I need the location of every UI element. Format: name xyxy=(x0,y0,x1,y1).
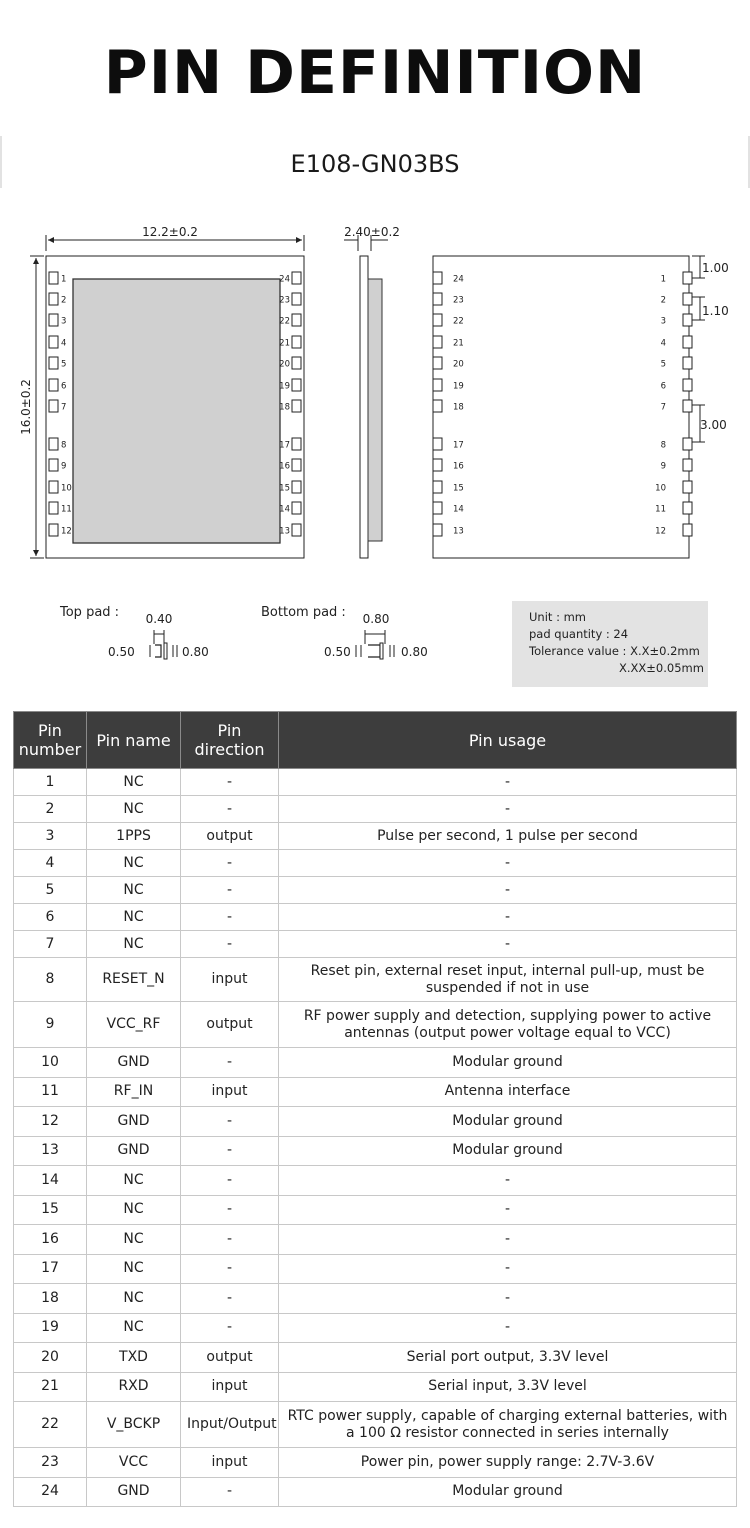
top-view-pin-label: 4 xyxy=(61,338,67,349)
cell-pin-name: RXD xyxy=(87,1372,181,1402)
cell-pin-usage: Modular ground xyxy=(279,1048,737,1078)
model-name: E108-GN03BS xyxy=(290,150,460,178)
table-row xyxy=(14,1372,737,1402)
top-view-pad xyxy=(292,481,301,493)
top-view-pad xyxy=(49,272,58,284)
cell-pin-number: 18 xyxy=(14,1284,87,1314)
pitch-label-3: 3.00 xyxy=(700,418,727,432)
top-view-pin-label: 2 xyxy=(61,295,67,306)
table-row xyxy=(14,1166,737,1196)
top-pad-width: 0.40 xyxy=(145,612,173,626)
cell-pin-number: 16 xyxy=(14,1225,87,1255)
cell-pin-direction: input xyxy=(181,1077,279,1107)
bottom-view-pin-label: 2 xyxy=(660,295,666,306)
top-view-pin-label: 9 xyxy=(61,461,67,472)
top-view-pad xyxy=(292,272,301,284)
cell-pin-usage: RTC power supply, capable of charging external batteries, with a 100 Ω resistor connected in series internally xyxy=(279,1402,737,1448)
table-row xyxy=(14,1002,737,1048)
bottom-view-pin-label: 12 xyxy=(655,526,666,537)
table-row xyxy=(14,1195,737,1225)
top-view-pin-label: 12 xyxy=(61,526,72,537)
pitch-label-1: 1.00 xyxy=(702,261,729,275)
cell-pin-number: 7 xyxy=(14,931,87,958)
bottom-view-pin-label: 4 xyxy=(660,338,666,349)
cell-pin-number: 12 xyxy=(14,1107,87,1137)
page-title: PIN DEFINITION xyxy=(103,38,647,108)
cell-pin-number: 1 xyxy=(14,769,87,796)
table-row xyxy=(14,1343,737,1373)
cell-pin-number: 3 xyxy=(14,823,87,850)
bottom-view-pin-label: 3 xyxy=(660,316,666,327)
top-view-pin-label: 15 xyxy=(279,483,290,494)
header-pin-direction: Pin direction xyxy=(181,712,279,769)
bottom-view-pin-label: 24 xyxy=(453,274,464,285)
header-pin-usage: Pin usage xyxy=(279,712,737,769)
top-view-pin-label: 23 xyxy=(279,295,290,306)
top-pad-label: Top pad : xyxy=(60,605,120,620)
cell-pin-number: 21 xyxy=(14,1372,87,1402)
top-view-pad xyxy=(49,524,58,536)
top-view-pad xyxy=(49,481,58,493)
cell-pin-usage: Serial port output, 3.3V level xyxy=(279,1343,737,1373)
top-view-pad xyxy=(49,438,58,450)
cell-pin-usage: - xyxy=(279,1254,737,1284)
cell-pin-direction: output xyxy=(181,1343,279,1373)
bottom-view-pin-label: 8 xyxy=(660,440,666,451)
cell-pin-direction: - xyxy=(181,1477,279,1507)
bottom-view-pad xyxy=(683,293,692,305)
table-row xyxy=(14,1048,737,1078)
top-pad-left: 0.50 xyxy=(108,645,135,659)
cell-pin-usage: Reset pin, external reset input, internal pull-up, must be suspended if not in use xyxy=(279,958,737,1002)
bottom-view-pad xyxy=(683,400,692,412)
cell-pin-number: 24 xyxy=(14,1477,87,1507)
bottom-view-pad xyxy=(433,336,442,348)
pitch-label-2: 1.10 xyxy=(702,304,729,318)
cell-pin-usage: - xyxy=(279,1166,737,1196)
cell-pin-name: VCC_RF xyxy=(87,1002,181,1048)
top-view-pad xyxy=(49,502,58,514)
cell-pin-direction: - xyxy=(181,1284,279,1314)
cell-pin-number: 2 xyxy=(14,796,87,823)
bottom-view-pin-label: 17 xyxy=(453,440,464,451)
cell-pin-name: NC xyxy=(87,1284,181,1314)
cell-pin-usage: - xyxy=(279,1313,737,1343)
cell-pin-usage: - xyxy=(279,1284,737,1314)
cell-pin-usage: - xyxy=(279,931,737,958)
cell-pin-name: NC xyxy=(87,1254,181,1284)
pin-table-header xyxy=(14,712,737,769)
cell-pin-direction: - xyxy=(181,931,279,958)
cell-pin-name: RF_IN xyxy=(87,1077,181,1107)
cell-pin-name: GND xyxy=(87,1048,181,1078)
top-view-pin-label: 7 xyxy=(61,402,67,413)
bottom-view-pad xyxy=(683,459,692,471)
table-row xyxy=(14,1107,737,1137)
cell-pin-direction: input xyxy=(181,958,279,1002)
bottom-view-pad xyxy=(683,438,692,450)
bottom-pad-left: 0.50 xyxy=(324,645,351,659)
header-pin-name: Pin name xyxy=(87,712,181,769)
bottom-view-pad xyxy=(683,379,692,391)
cell-pin-number: 19 xyxy=(14,1313,87,1343)
cell-pin-number: 13 xyxy=(14,1136,87,1166)
bottom-view-pad xyxy=(433,272,442,284)
top-view-pin-label: 21 xyxy=(279,338,290,349)
cell-pin-number: 14 xyxy=(14,1166,87,1196)
top-view-pin-label: 13 xyxy=(279,526,290,537)
top-view-pad xyxy=(292,438,301,450)
top-view-pad xyxy=(49,293,58,305)
cell-pin-name: GND xyxy=(87,1136,181,1166)
bottom-view-pad xyxy=(683,524,692,536)
table-row xyxy=(14,1448,737,1478)
bottom-view-pad xyxy=(683,357,692,369)
bottom-view-pad xyxy=(433,314,442,326)
cell-pin-direction: - xyxy=(181,769,279,796)
top-view-pad xyxy=(49,336,58,348)
cell-pin-number: 15 xyxy=(14,1195,87,1225)
cell-pin-number: 20 xyxy=(14,1343,87,1373)
cell-pin-name: V_BCKP xyxy=(87,1402,181,1448)
table-row xyxy=(14,850,737,877)
cell-pin-direction: output xyxy=(181,1002,279,1048)
cell-pin-usage: Modular ground xyxy=(279,1136,737,1166)
table-row xyxy=(14,1402,737,1448)
cell-pin-usage: - xyxy=(279,850,737,877)
unit-info-box xyxy=(512,601,708,687)
bottom-pad-width: 0.80 xyxy=(362,612,390,626)
bottom-view-pin-label: 19 xyxy=(453,381,464,392)
cell-pin-name: RESET_N xyxy=(87,958,181,1002)
bottom-pad-label: Bottom pad : xyxy=(261,605,346,620)
cell-pin-number: 22 xyxy=(14,1402,87,1448)
cell-pin-usage: - xyxy=(279,877,737,904)
bottom-view-pin-label: 1 xyxy=(660,274,666,285)
cell-pin-number: 17 xyxy=(14,1254,87,1284)
top-pad-right: 0.80 xyxy=(182,645,209,659)
cell-pin-usage: - xyxy=(279,796,737,823)
bottom-view-pin-label: 7 xyxy=(660,402,666,413)
cell-pin-usage: Modular ground xyxy=(279,1107,737,1137)
top-view-pin-label: 14 xyxy=(279,504,290,515)
bottom-view-pin-label: 6 xyxy=(660,381,666,392)
bottom-view-pad xyxy=(433,502,442,514)
bottom-view-pin-label: 9 xyxy=(660,461,666,472)
top-view-pad xyxy=(292,314,301,326)
bottom-view-pad xyxy=(433,400,442,412)
top-view-pin-label: 8 xyxy=(61,440,67,451)
bottom-view-pad xyxy=(683,272,692,284)
top-view-pad xyxy=(292,524,301,536)
cell-pin-name: 1PPS xyxy=(87,823,181,850)
top-view-pad xyxy=(49,357,58,369)
top-view-pad xyxy=(292,459,301,471)
cell-pin-usage: Power pin, power supply range: 2.7V-3.6V xyxy=(279,1448,737,1478)
cell-pin-usage: RF power supply and detection, supplying power to active antennas (output power voltage equal to VCC) xyxy=(279,1002,737,1048)
top-view-pin-label: 3 xyxy=(61,316,67,327)
cell-pin-direction: - xyxy=(181,904,279,931)
top-view-pad xyxy=(49,379,58,391)
table-row xyxy=(14,1477,737,1507)
top-view-pin-label: 20 xyxy=(279,359,290,370)
top-view-pin-label: 6 xyxy=(61,381,67,392)
cell-pin-name: NC xyxy=(87,769,181,796)
cell-pin-direction: - xyxy=(181,1166,279,1196)
bottom-view-pin-label: 13 xyxy=(453,526,464,537)
cell-pin-usage: Serial input, 3.3V level xyxy=(279,1372,737,1402)
top-view-pad xyxy=(292,502,301,514)
bottom-view-pad xyxy=(433,459,442,471)
cell-pin-name: NC xyxy=(87,904,181,931)
cell-pin-name: NC xyxy=(87,1195,181,1225)
bottom-view-pin-label: 21 xyxy=(453,338,464,349)
width-dimension: 12.2±0.2 xyxy=(142,225,198,239)
bottom-view-pad xyxy=(683,481,692,493)
cell-pin-name: NC xyxy=(87,1166,181,1196)
cell-pin-usage: - xyxy=(279,1225,737,1255)
cell-pin-direction: - xyxy=(181,1048,279,1078)
bottom-view-pin-label: 18 xyxy=(453,402,464,413)
cell-pin-direction: - xyxy=(181,850,279,877)
top-view-pad xyxy=(292,400,301,412)
top-view-pad xyxy=(292,293,301,305)
cell-pin-number: 9 xyxy=(14,1002,87,1048)
table-row xyxy=(14,1225,737,1255)
bottom-view-pin-label: 22 xyxy=(453,316,464,327)
bottom-view-pad xyxy=(683,502,692,514)
cell-pin-number: 10 xyxy=(14,1048,87,1078)
top-view-pin-label: 5 xyxy=(61,359,67,370)
cell-pin-direction: - xyxy=(181,877,279,904)
table-row xyxy=(14,1254,737,1284)
cell-pin-direction: input xyxy=(181,1372,279,1402)
bottom-pad-drawing xyxy=(320,608,435,664)
top-pad-drawing xyxy=(105,608,220,664)
top-view-pin-label: 10 xyxy=(61,483,72,494)
top-view-pin-label: 18 xyxy=(279,402,290,413)
cell-pin-direction: - xyxy=(181,796,279,823)
bottom-view-pin-label: 23 xyxy=(453,295,464,306)
cell-pin-name: NC xyxy=(87,877,181,904)
cell-pin-usage: - xyxy=(279,1195,737,1225)
cell-pin-usage: Antenna interface xyxy=(279,1077,737,1107)
bottom-view-pin-label: 14 xyxy=(453,504,464,515)
bottom-view-pad xyxy=(433,438,442,450)
table-row xyxy=(14,1284,737,1314)
top-view-pad xyxy=(49,400,58,412)
table-row xyxy=(14,931,737,958)
bottom-view-pin-label: 16 xyxy=(453,461,464,472)
bottom-view-pad xyxy=(433,524,442,536)
cell-pin-name: GND xyxy=(87,1107,181,1137)
bottom-pad-right: 0.80 xyxy=(401,645,428,659)
unit-text: Unit : mm xyxy=(529,610,587,624)
cell-pin-direction: output xyxy=(181,823,279,850)
table-row xyxy=(14,958,737,1002)
cell-pin-name: GND xyxy=(87,1477,181,1507)
cell-pin-direction: Input/Output xyxy=(181,1402,279,1448)
cell-pin-name: VCC xyxy=(87,1448,181,1478)
cell-pin-usage: - xyxy=(279,769,737,796)
cell-pin-usage: - xyxy=(279,904,737,931)
bottom-view-pad xyxy=(683,314,692,326)
cell-pin-direction: - xyxy=(181,1313,279,1343)
cell-pin-usage: Modular ground xyxy=(279,1477,737,1507)
top-view-pin-label: 16 xyxy=(279,461,290,472)
top-view-pin-label: 24 xyxy=(279,274,290,285)
table-row xyxy=(14,769,737,796)
header-pin-number: Pin number xyxy=(14,712,87,769)
top-view-pin-label: 11 xyxy=(61,504,72,515)
table-row xyxy=(14,823,737,850)
cell-pin-direction: - xyxy=(181,1136,279,1166)
tolerance-text-2: X.XX±0.05mm xyxy=(619,661,704,675)
top-view-pad xyxy=(49,459,58,471)
cell-pin-number: 11 xyxy=(14,1077,87,1107)
table-row xyxy=(14,1136,737,1166)
cell-pin-name: NC xyxy=(87,931,181,958)
cell-pin-number: 8 xyxy=(14,958,87,1002)
top-view-pad xyxy=(292,357,301,369)
cell-pin-number: 23 xyxy=(14,1448,87,1478)
cell-pin-number: 6 xyxy=(14,904,87,931)
cell-pin-name: NC xyxy=(87,1225,181,1255)
cell-pin-name: NC xyxy=(87,796,181,823)
top-view-pad xyxy=(292,336,301,348)
cell-pin-number: 5 xyxy=(14,877,87,904)
top-view-pad xyxy=(49,314,58,326)
cell-pin-name: NC xyxy=(87,1313,181,1343)
top-view-pin-label: 22 xyxy=(279,316,290,327)
bottom-view-pad xyxy=(433,379,442,391)
cell-pin-direction: - xyxy=(181,1107,279,1137)
top-view-pin-label: 1 xyxy=(61,274,67,285)
table-row xyxy=(14,1313,737,1343)
bottom-view-pin-label: 15 xyxy=(453,483,464,494)
cell-pin-name: NC xyxy=(87,850,181,877)
table-row xyxy=(14,877,737,904)
bottom-view-pin-label: 10 xyxy=(655,483,666,494)
cell-pin-number: 4 xyxy=(14,850,87,877)
cell-pin-direction: - xyxy=(181,1195,279,1225)
table-row xyxy=(14,796,737,823)
cell-pin-direction: - xyxy=(181,1225,279,1255)
cell-pin-direction: input xyxy=(181,1448,279,1478)
tolerance-text-1: Tolerance value : X.X±0.2mm xyxy=(529,644,700,658)
bottom-view-pad xyxy=(433,481,442,493)
bottom-view-pad xyxy=(433,293,442,305)
cell-pin-direction: - xyxy=(181,1254,279,1284)
top-view-pin-label: 17 xyxy=(279,440,290,451)
bottom-view-pin-label: 11 xyxy=(655,504,666,515)
pad-quantity-text: pad quantity : 24 xyxy=(529,627,629,641)
top-view-pad xyxy=(292,379,301,391)
pin-table xyxy=(13,711,737,1507)
table-row xyxy=(14,904,737,931)
bottom-view-pin-label: 5 xyxy=(660,359,666,370)
top-view-pin-label: 19 xyxy=(279,381,290,392)
thickness-dimension: 2.40±0.2 xyxy=(344,225,400,239)
bottom-view-pad xyxy=(683,336,692,348)
bottom-view-pad xyxy=(433,357,442,369)
height-dimension: 16.0±0.2 xyxy=(19,379,33,435)
mechanical-drawing xyxy=(0,215,750,565)
cell-pin-usage: Pulse per second, 1 pulse per second xyxy=(279,823,737,850)
cell-pin-name: TXD xyxy=(87,1343,181,1373)
table-row xyxy=(14,1077,737,1107)
bottom-view-pin-label: 20 xyxy=(453,359,464,370)
